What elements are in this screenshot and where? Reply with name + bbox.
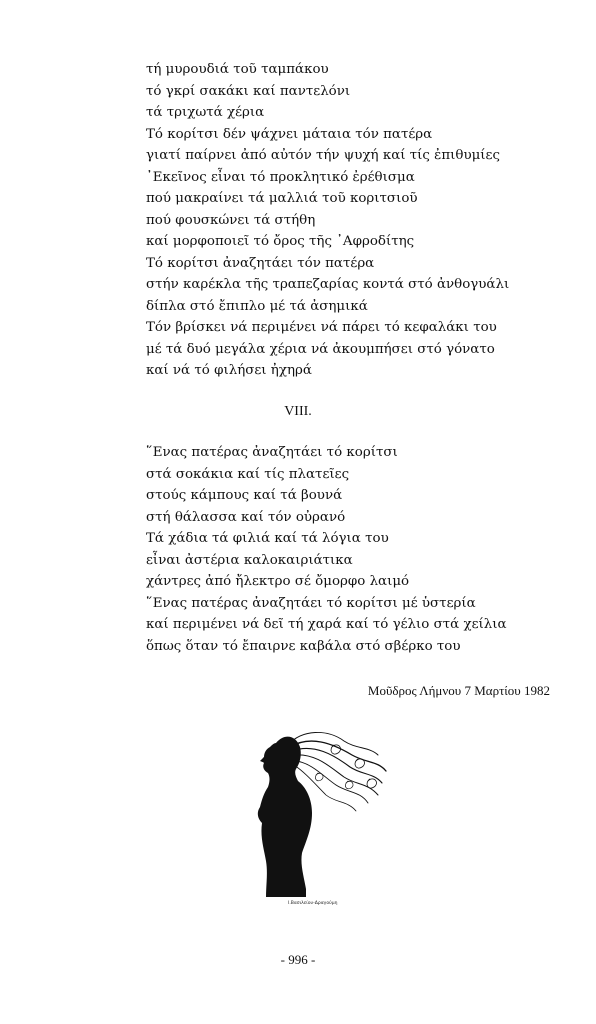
poem-line: στήν καρέκλα τῆς τραπεζαρίας κοντά στό ἀνθογυάλι [146, 277, 510, 292]
section-heading: VIII. [284, 404, 312, 419]
poem-stanza-2 [146, 442, 507, 657]
poem-line: ᾿Εκεῖνος εἶναι τό προκλητικό ἐρέθισμα [146, 169, 415, 185]
poem-line: καί περιμένει νά δεῖ τή χαρά καί τό γέλιο στά χείλια [146, 617, 507, 632]
poem-line: εἶναι ἀστέρια καλοκαιριάτικα [146, 552, 353, 568]
poem-stanza-1 [146, 59, 509, 382]
poem-line: γιατί παίρνει ἀπό αὐτόν τήν ψυχή καί τίς ἐπιθυμίες [146, 148, 500, 163]
poem-line: χάντρες ἀπό ἤλεκτρο σέ ὄμορφο λαιμό [146, 574, 410, 589]
poem-line: πού μακραίνει τά μαλλιά τοῦ κοριτσιοῦ [146, 191, 418, 206]
poem-line: τή μυρουδιά τοῦ ταμπάκου [146, 62, 329, 77]
girl-silhouette-illustration [232, 725, 392, 910]
poem-line: Τόν βρίσκει νά περιμένει νά πάρει τό κεφαλάκι του [146, 320, 497, 335]
poem-line: καί νά τό φιλήσει ἠχηρά [146, 363, 312, 378]
artist-signature: Ι.Βασιλείου-Δραγούμη [288, 901, 338, 906]
poem-line: στά σοκάκια καί τίς πλατεῖες [146, 466, 350, 482]
poem-line: ῞Ενας πατέρας ἀναζητάει τό κορίτσι μέ ὑστερία [146, 595, 476, 611]
poem-line: δίπλα στό ἔπιπλο μέ τά ἀσημικά [146, 298, 368, 314]
page-number: - 996 - [280, 952, 316, 967]
poem-line: τό γκρί σακάκι καί παντελόνι [146, 83, 351, 99]
place-date-signature: Μοῦδρος Λήμνου 7 Μαρτίου 1982 [367, 683, 550, 698]
poem-line: στή θάλασσα καί τόν οὐρανό [146, 509, 346, 525]
poem-line: τά τριχωτά χέρια [146, 105, 265, 120]
poem-line: Τά χάδια τά φιλιά καί τά λόγια του [146, 531, 389, 546]
poem-line: μέ τά δυό μεγάλα χέρια νά ἀκουμπήσει στό γόνατο [146, 341, 495, 357]
poem-line: Τό κορίτσι ἀναζητάει τόν πατέρα [146, 255, 375, 271]
poem-line: ῞Ενας πατέρας ἀναζητάει τό κορίτσι [146, 445, 398, 460]
poem-line: στούς κάμπους καί τά βουνά [146, 488, 343, 503]
poem-line: καί μορφοποιεῖ τό ὄρος τῆς ᾿Αφροδίτης [146, 234, 415, 249]
poem-line: πού φουσκώνει τά στήθη [146, 212, 316, 228]
poem-line: Τό κορίτσι δέν ψάχνει μάταια τόν πατέρα [146, 126, 433, 142]
poem-line: ὅπως ὅταν τό ἔπαιρνε καβάλα στό σβέρκο του [146, 638, 461, 654]
